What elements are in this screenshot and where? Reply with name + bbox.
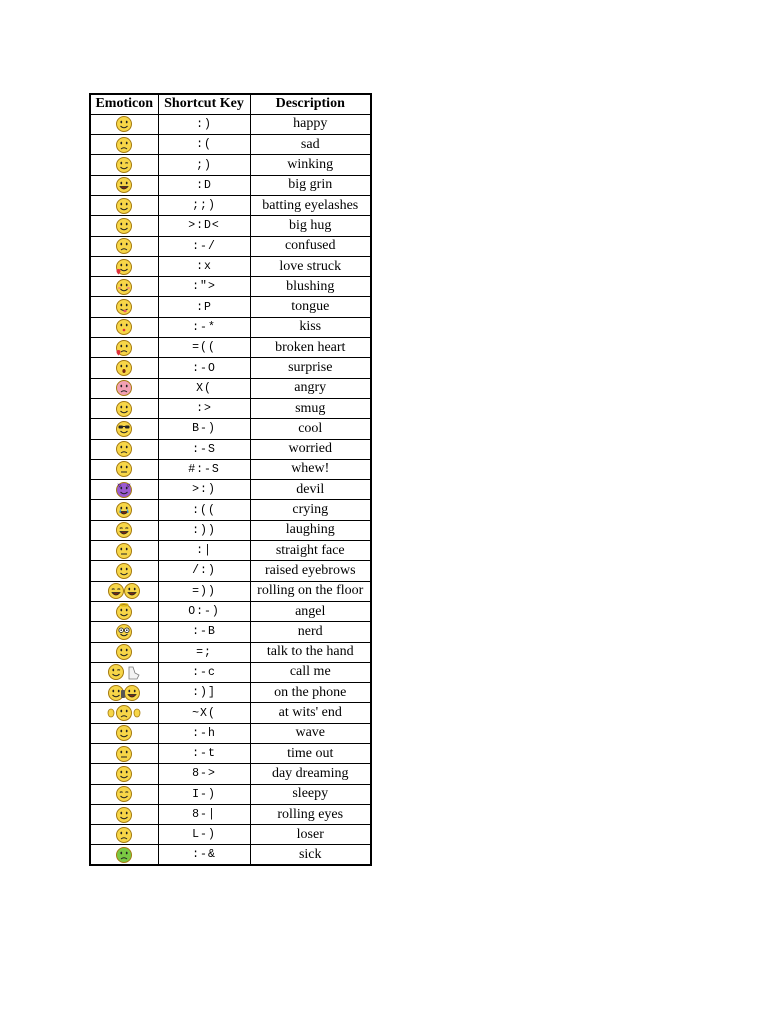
surprise-face-icon [115, 359, 133, 376]
emoticon-cell [90, 480, 158, 500]
description-cell: love struck [250, 256, 371, 276]
table-row [90, 601, 371, 621]
emoticon-cell [90, 175, 158, 195]
shortcut-key-cell: :-O [158, 358, 250, 378]
emoticon-cell [90, 114, 158, 134]
description-cell: big hug [250, 216, 371, 236]
description-cell: tongue [250, 297, 371, 317]
shortcut-key-cell: :| [158, 541, 250, 561]
sad-face-icon [115, 135, 133, 152]
talk-to-hand-face-icon [115, 643, 133, 660]
description-cell: angry [250, 378, 371, 398]
table-row [90, 439, 371, 459]
happy-face-icon [115, 115, 133, 132]
shortcut-key-cell: :(( [158, 500, 250, 520]
big-grin-face-icon [115, 176, 133, 193]
description-cell: on the phone [250, 683, 371, 703]
shortcut-key-cell: 8-> [158, 764, 250, 784]
shortcut-key-cell: :)) [158, 520, 250, 540]
description-cell: happy [250, 114, 371, 134]
raised-eyebrows-face-icon [115, 562, 133, 579]
shortcut-key-cell: #:-S [158, 459, 250, 479]
shortcut-key-cell: :( [158, 135, 250, 155]
description-cell: straight face [250, 541, 371, 561]
shortcut-key-cell: 8-| [158, 804, 250, 824]
emoticon-cell [90, 601, 158, 621]
shortcut-key-cell: :-S [158, 439, 250, 459]
laughing-face-icon [115, 521, 133, 538]
shortcut-key-cell: =; [158, 642, 250, 662]
description-cell: broken heart [250, 338, 371, 358]
rolling-eyes-face-icon [115, 805, 133, 822]
shortcut-key-cell: I-) [158, 784, 250, 804]
emoticon-cell [90, 520, 158, 540]
shortcut-key-cell: O:-) [158, 601, 250, 621]
table-row [90, 764, 371, 784]
table-row [90, 378, 371, 398]
table-row [90, 541, 371, 561]
shortcut-key-cell: :)] [158, 683, 250, 703]
description-cell: at wits' end [250, 703, 371, 723]
header-emoticon: Emoticon [90, 94, 158, 114]
description-cell: rolling on the floor [250, 581, 371, 601]
rolling-on-floor-face-icon [107, 582, 141, 599]
description-cell: rolling eyes [250, 804, 371, 824]
shortcut-key-cell: ;) [158, 155, 250, 175]
description-cell: talk to the hand [250, 642, 371, 662]
shortcut-key-cell: :) [158, 114, 250, 134]
shortcut-key-cell: :P [158, 297, 250, 317]
description-cell: cool [250, 419, 371, 439]
winking-face-icon [115, 156, 133, 173]
table-row [90, 723, 371, 743]
description-cell: confused [250, 236, 371, 256]
shortcut-key-cell: :-t [158, 744, 250, 764]
love-struck-face-icon [115, 257, 133, 274]
emoticon-cell [90, 419, 158, 439]
shortcut-key-cell: =(( [158, 338, 250, 358]
wits-end-face-icon [107, 704, 141, 721]
table-row [90, 398, 371, 418]
description-cell: winking [250, 155, 371, 175]
shortcut-key-cell: ~X( [158, 703, 250, 723]
header-description: Description [250, 94, 371, 114]
emoticon-cell [90, 256, 158, 276]
emoticon-cell [90, 439, 158, 459]
broken-heart-face-icon [115, 338, 133, 355]
table-row [90, 317, 371, 337]
emoticon-cell [90, 561, 158, 581]
angel-face-icon [115, 602, 133, 619]
shortcut-key-cell: :-c [158, 662, 250, 682]
nerd-face-icon [115, 623, 133, 640]
shortcut-key-cell: :> [158, 398, 250, 418]
description-cell: devil [250, 480, 371, 500]
description-cell: batting eyelashes [250, 195, 371, 215]
emoticon-cell [90, 581, 158, 601]
emoticon-cell [90, 764, 158, 784]
description-cell: wave [250, 723, 371, 743]
shortcut-key-cell: :-& [158, 845, 250, 865]
table-row [90, 419, 371, 439]
shortcut-key-cell: X( [158, 378, 250, 398]
description-cell: worried [250, 439, 371, 459]
table-row [90, 642, 371, 662]
emoticon-cell [90, 378, 158, 398]
shortcut-key-cell: ;;) [158, 195, 250, 215]
description-cell: crying [250, 500, 371, 520]
day-dreaming-face-icon [115, 765, 133, 782]
shortcut-key-cell: =)) [158, 581, 250, 601]
batting-eyelashes-face-icon [115, 196, 133, 213]
table-row [90, 500, 371, 520]
description-cell: kiss [250, 317, 371, 337]
description-cell: raised eyebrows [250, 561, 371, 581]
emoticon-cell [90, 845, 158, 865]
emoticon-cell [90, 297, 158, 317]
shortcut-key-cell: B-) [158, 419, 250, 439]
emoticon-cell [90, 459, 158, 479]
table-row [90, 236, 371, 256]
shortcut-key-cell: :x [158, 256, 250, 276]
description-cell: big grin [250, 175, 371, 195]
emoticon-cell [90, 155, 158, 175]
straight-face-icon [115, 541, 133, 558]
shortcut-key-cell: >:) [158, 480, 250, 500]
description-cell: angel [250, 601, 371, 621]
table-row [90, 135, 371, 155]
emoticon-cell [90, 500, 158, 520]
emoticon-cell [90, 662, 158, 682]
kiss-face-icon [115, 318, 133, 335]
description-cell: loser [250, 825, 371, 845]
emoticon-cell [90, 277, 158, 297]
table-row [90, 338, 371, 358]
shortcut-key-cell: :"> [158, 277, 250, 297]
table-row [90, 804, 371, 824]
table-row [90, 175, 371, 195]
devil-face-icon [115, 480, 133, 497]
shortcut-key-cell: :-* [158, 317, 250, 337]
emoticon-cell [90, 236, 158, 256]
description-cell: surprise [250, 358, 371, 378]
smug-face-icon [115, 399, 133, 416]
table-row [90, 459, 371, 479]
table-row [90, 784, 371, 804]
shortcut-key-cell: >:D< [158, 216, 250, 236]
emoticon-cell [90, 541, 158, 561]
emoticon-cell [90, 825, 158, 845]
on-the-phone-face-icon [107, 683, 141, 700]
description-cell: sleepy [250, 784, 371, 804]
table-row [90, 358, 371, 378]
table-row [90, 277, 371, 297]
header-shortcut-key: Shortcut Key [158, 94, 250, 114]
description-cell: day dreaming [250, 764, 371, 784]
table-row [90, 216, 371, 236]
worried-face-icon [115, 440, 133, 457]
description-cell: laughing [250, 520, 371, 540]
table-row [90, 703, 371, 723]
description-cell: smug [250, 398, 371, 418]
table-row [90, 155, 371, 175]
shortcut-key-cell: :D [158, 175, 250, 195]
table-row [90, 480, 371, 500]
crying-face-icon [115, 501, 133, 518]
table-row [90, 581, 371, 601]
cool-face-icon [115, 420, 133, 437]
emoticon-cell [90, 358, 158, 378]
description-cell: sick [250, 845, 371, 865]
loser-face-icon [115, 826, 133, 843]
table-row [90, 297, 371, 317]
blushing-face-icon [115, 277, 133, 294]
emoticon-cell [90, 135, 158, 155]
whew-face-icon [115, 460, 133, 477]
description-cell: sad [250, 135, 371, 155]
sick-face-icon [115, 846, 133, 863]
table-body [90, 114, 371, 865]
emoticon-cell [90, 703, 158, 723]
table-row [90, 683, 371, 703]
confused-face-icon [115, 237, 133, 254]
description-cell: time out [250, 744, 371, 764]
emoticon-cell [90, 723, 158, 743]
description-cell: nerd [250, 622, 371, 642]
table-row [90, 114, 371, 134]
emoticon-cell [90, 338, 158, 358]
description-cell: blushing [250, 277, 371, 297]
emoticon-cell [90, 744, 158, 764]
table-row [90, 825, 371, 845]
emoticon-cell [90, 622, 158, 642]
call-me-face-icon [107, 663, 141, 680]
table-row [90, 520, 371, 540]
emoticon-cell [90, 642, 158, 662]
table-header-row [90, 94, 371, 114]
angry-face-icon [115, 379, 133, 396]
table-row [90, 845, 371, 865]
table-row [90, 256, 371, 276]
emoticon-cell [90, 195, 158, 215]
emoticon-table [89, 93, 372, 866]
emoticon-cell [90, 683, 158, 703]
time-out-face-icon [115, 744, 133, 761]
emoticon-cell [90, 398, 158, 418]
emoticon-cell [90, 216, 158, 236]
sleepy-face-icon [115, 785, 133, 802]
shortcut-key-cell: :-B [158, 622, 250, 642]
wave-face-icon [115, 724, 133, 741]
table-row [90, 744, 371, 764]
table-row [90, 622, 371, 642]
table-row [90, 662, 371, 682]
tongue-face-icon [115, 298, 133, 315]
table-row [90, 195, 371, 215]
shortcut-key-cell: L-) [158, 825, 250, 845]
big-hug-face-icon [115, 217, 133, 234]
shortcut-key-cell: :-h [158, 723, 250, 743]
emoticon-cell [90, 317, 158, 337]
shortcut-key-cell: :-/ [158, 236, 250, 256]
shortcut-key-cell: /:) [158, 561, 250, 581]
emoticon-cell [90, 804, 158, 824]
description-cell: whew! [250, 459, 371, 479]
description-cell: call me [250, 662, 371, 682]
table-row [90, 561, 371, 581]
emoticon-cell [90, 784, 158, 804]
